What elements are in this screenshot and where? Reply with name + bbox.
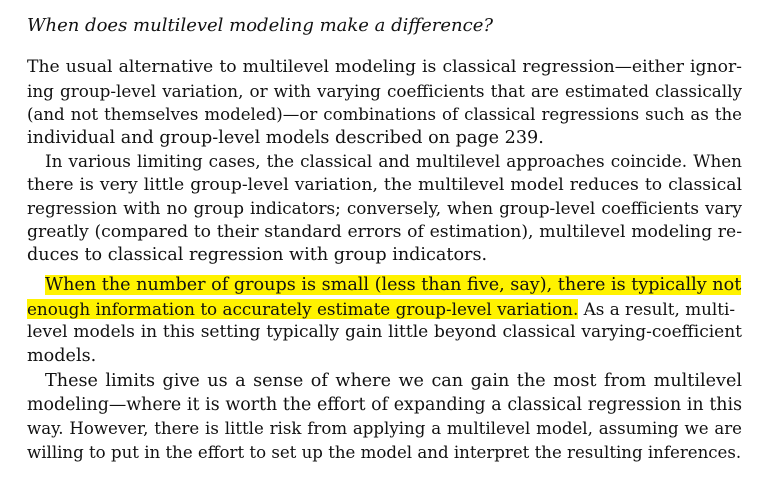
paragraph-1 (27, 56, 742, 150)
text-line (27, 298, 742, 322)
text-line: way. However, there is little risk from applying a multilevel model, assuming we are (27, 419, 742, 438)
text-line: modeling—where it is worth the effort of expanding a classical regression in this (27, 394, 742, 415)
text-line: willing to put in the effort to set up the model and interpret the resulting inferences. (27, 442, 742, 462)
text-line: duces to classical regression with group indicators. (27, 245, 488, 265)
text-span: As a result, multi- (578, 298, 736, 319)
text-line: greatly (compared to their standard errors of estimation), multilevel modeling re- (27, 221, 742, 242)
paragraph-3 (27, 274, 742, 368)
text-line: In various limiting cases, the classical and multilevel approaches coincide. When (45, 151, 742, 171)
highlighted-line (27, 274, 742, 298)
text-line: (and not themselves modeled)—or combinations of classical regressions such as the (27, 105, 742, 124)
text-line: models. (27, 345, 97, 366)
text-line: The usual alternative to multilevel modeling is classical regression—either ignor- (27, 57, 742, 77)
section-heading: When does multilevel modeling make a difference? (27, 15, 494, 36)
paragraph-2 (27, 150, 742, 268)
paragraph-4 (27, 370, 742, 464)
text-line: individual and group-level models described on page 239. (27, 127, 544, 148)
text-line: ing group-level variation, or with varying coefficients that are estimated classically (27, 80, 742, 101)
text-line: there is very little group-level variation, the multilevel model reduces to classical (27, 174, 742, 195)
text-line: level models in this setting typically gain little beyond classical varying-coefficient (27, 322, 742, 342)
highlight-span: enough information to accurately estimate group-level variation. (27, 298, 579, 319)
text-line: These limits give us a sense of where we can gain the most from multilevel (45, 371, 742, 391)
highlight-span: When the number of groups is small (less than five, say), there is typically not (45, 275, 742, 295)
text-line: regression with no group indicators; conversely, when group-level coefficients vary (27, 198, 742, 218)
